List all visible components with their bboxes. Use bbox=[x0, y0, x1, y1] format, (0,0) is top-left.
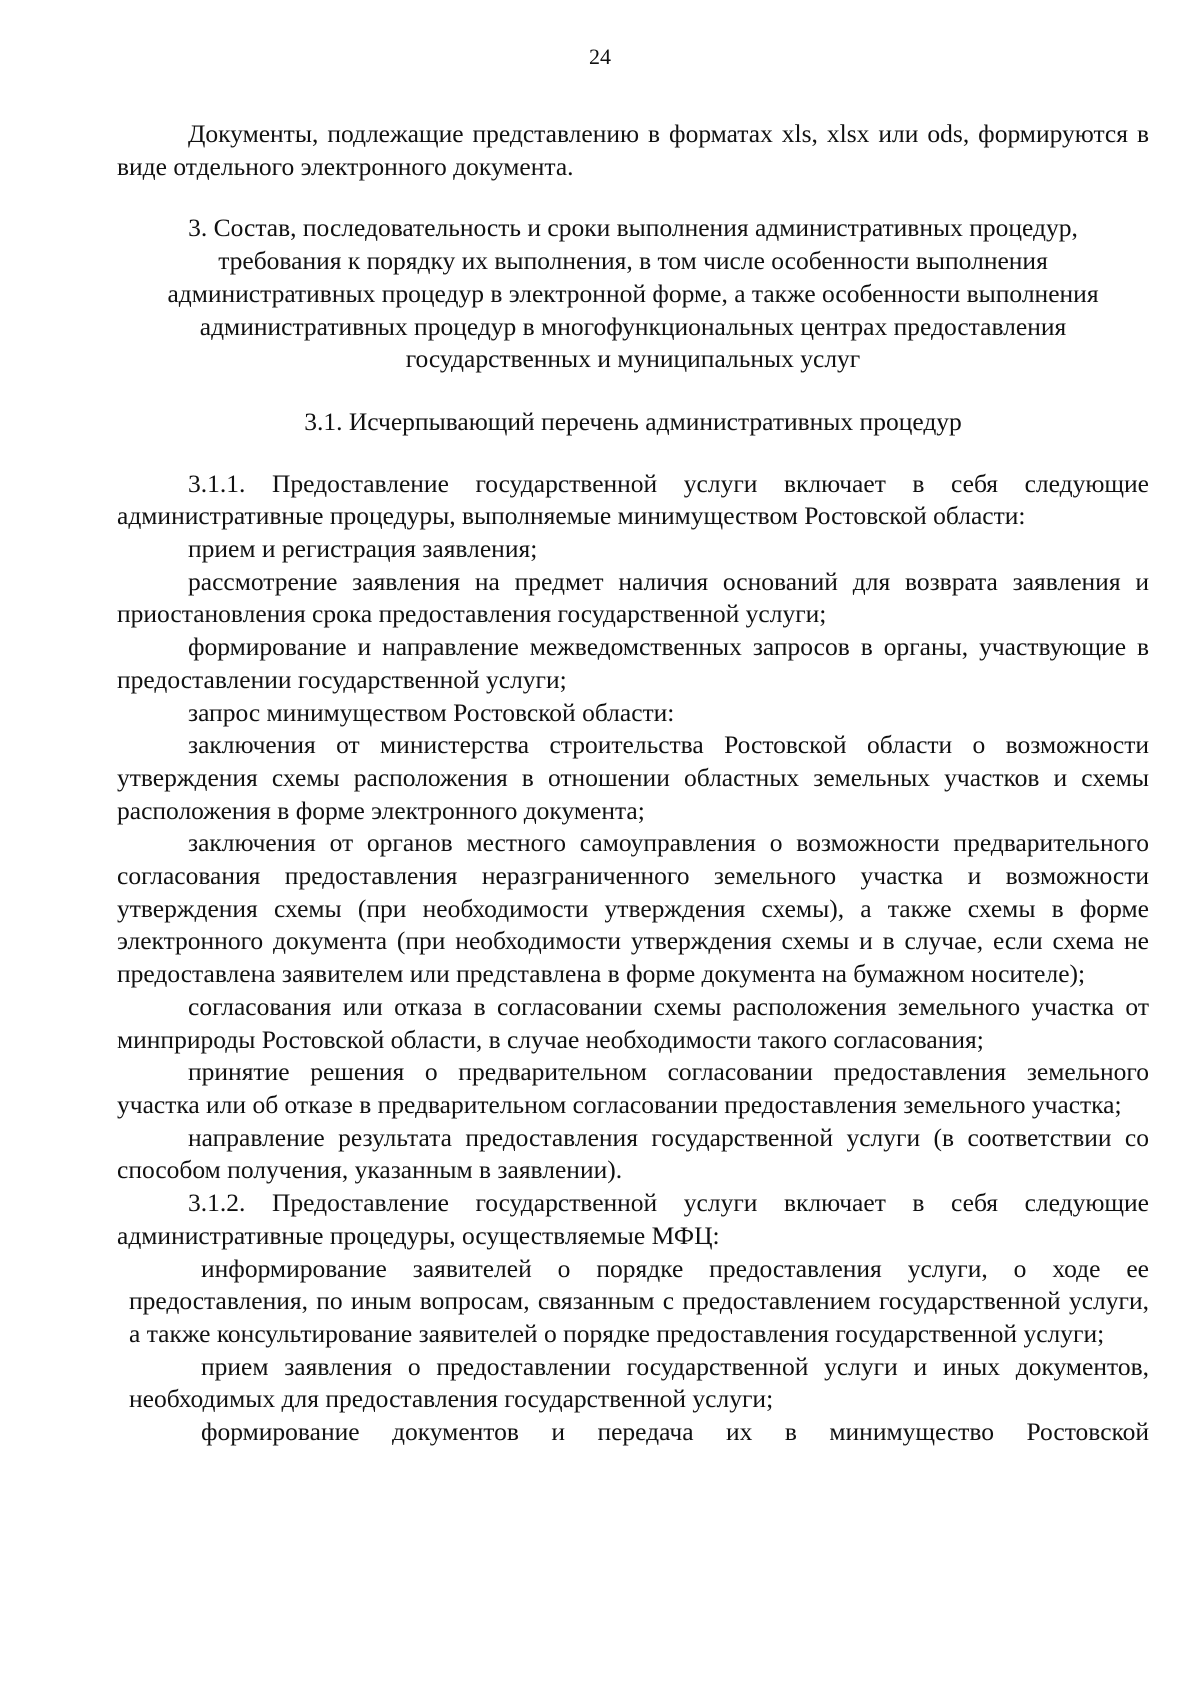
document-body bbox=[117, 118, 1149, 1449]
list-item: направление результата предоставления государственной услуги (в соответствии со способом получения, указанным в заявлении). bbox=[117, 1122, 1149, 1185]
list-item: заключения от органов местного самоуправления о возможности предварительного согласования предоставления неразграниченного земельного участка и возможности утверждения схемы (при необходимости утверждения схемы), а также схемы в форме электронного документа (при необходимости утверждения схемы и в случае, если схема не предоставлена заявителем или представлена в форме документа на бумажном носителе); bbox=[117, 828, 1149, 989]
list-item: запрос минимуществом Ростовской области: bbox=[188, 697, 675, 727]
list-item: прием и регистрация заявления; bbox=[188, 534, 538, 564]
list-item: формирование и направление межведомственных запросов в органы, участвующие в предоставлении государственной услуги; bbox=[117, 632, 1149, 694]
list-item: информирование заявителей о порядке предоставления услуги, о ходе ее предоставления, по иным вопросам, связанным с предоставлением государственной услуги, а также консультирование заявителей о порядке предоставления государственной услуги; bbox=[129, 1253, 1149, 1348]
section-heading: 3. Состав, последовательность и сроки выполнения административных процедур, требования к порядку их выполнения, в том числе особенности выполнения административных процедур в электронной форме, а также особенности выполнения административных процедур в многофункциональных центрах предоставления государственных и муниципальных услуг bbox=[167, 213, 1099, 374]
list-item: заключения от министерства строительства Ростовской области о возможности утверждения схемы расположения в отношении областных земельных участков и схемы расположения в форме электронного документа; bbox=[117, 730, 1149, 825]
intro-paragraph: Документы, подлежащие представлению в форматах xls, xlsx или ods, формируются в виде отдельного электронного документа. bbox=[117, 119, 1149, 181]
page-number: 24 bbox=[589, 44, 611, 69]
list-item: принятие решения о предварительном согласовании предоставления земельного участка или об отказе в предварительном согласовании предоставления земельного участка; bbox=[117, 1057, 1149, 1119]
list-item: формирование документов и передача их в минимущество Ростовской bbox=[201, 1417, 1149, 1447]
list-item: рассмотрение заявления на предмет наличия оснований для возврата заявления и приостановления срока предоставления государственной услуги; bbox=[117, 566, 1149, 629]
subsection-heading: 3.1. Исчерпывающий перечень административных процедур bbox=[304, 406, 962, 436]
paragraph-3-1-1: 3.1.1. Предоставление государственной услуги включает в себя следующие административные процедуры, выполняемые минимуществом Ростовской области: bbox=[117, 468, 1149, 531]
list-item: прием заявления о предоставлении государственной услуги и иных документов, необходимых для предоставления государственной услуги; bbox=[129, 1351, 1149, 1414]
list-item: согласования или отказа в согласовании схемы расположения земельного участка от минприроды Ростовской области, в случае необходимости такого согласования; bbox=[117, 991, 1149, 1054]
paragraph-3-1-2: 3.1.2. Предоставление государственной услуги включает в себя следующие административные процедуры, осуществляемые МФЦ: bbox=[117, 1188, 1149, 1250]
